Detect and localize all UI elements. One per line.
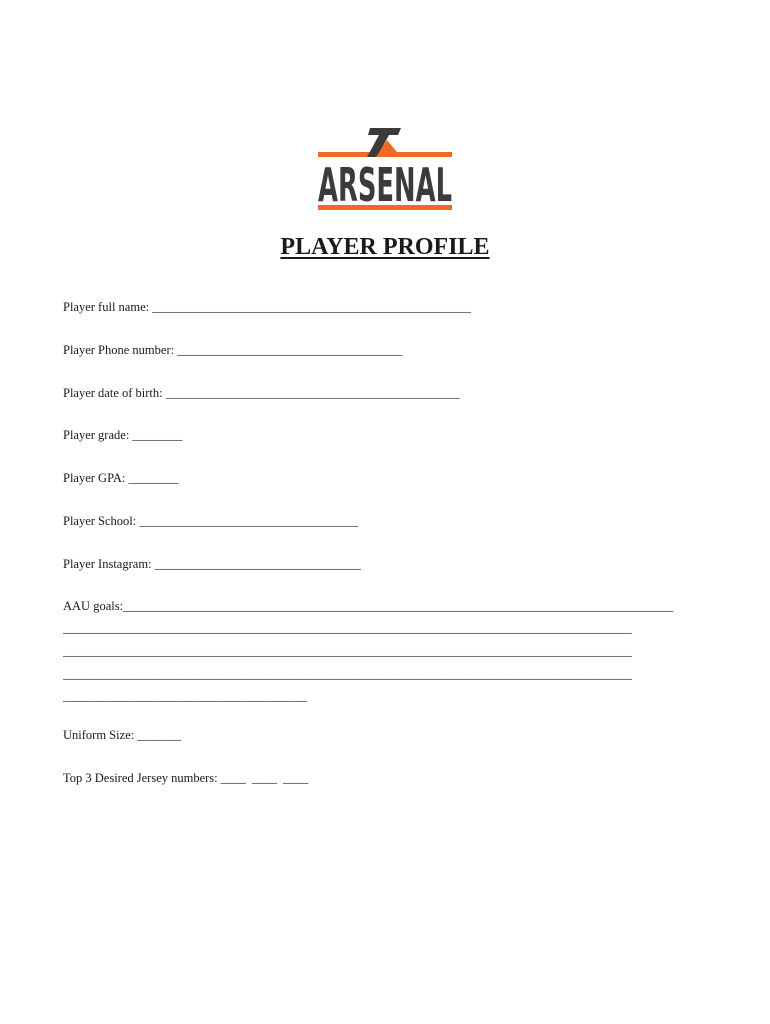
arsenal-logo-graphic [315,126,455,212]
aau-goals-line: ___________________________________________________________________________________________ [63,644,632,658]
field-full-name: Player full name: ___________________________________________________ [63,300,471,314]
field-uniform-size: Uniform Size: _______ [63,728,182,742]
page-title: PLAYER PROFILE [280,234,490,260]
field-school: Player School: ___________________________________ [63,514,359,528]
field-phone: Player Phone number: ____________________________________ [63,343,403,357]
field-dob: Player date of birth: _______________________________________________ [63,386,460,400]
field-gpa: Player GPA: ________ [63,471,179,485]
field-grade: Player grade: ________ [63,428,183,442]
field-jersey-numbers: Top 3 Desired Jersey numbers: ____ ____ ____ [63,771,309,785]
logo-emblem [367,128,401,157]
aau-goals-line: ___________________________________________________________________________________________ [63,667,632,681]
arsenal-logo [315,126,455,212]
field-aau-goals: AAU goals:________________________________________________________________________________________ [63,599,674,613]
logo-wordmark: ARSENAL [318,158,452,212]
field-instagram: Player Instagram: _________________________________ [63,557,361,571]
aau-goals-line: _______________________________________ [63,689,307,703]
aau-goals-line: ___________________________________________________________________________________________ [63,621,632,635]
